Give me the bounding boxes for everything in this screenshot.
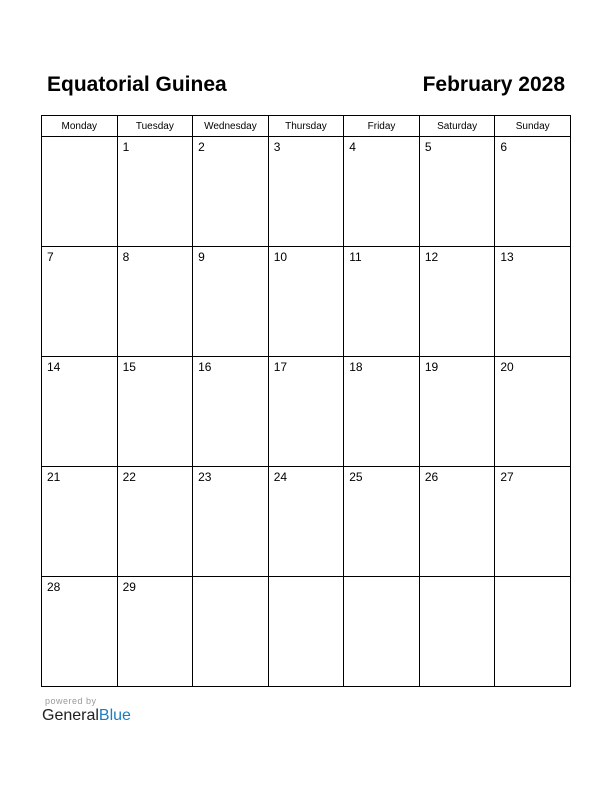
day-number: 27	[500, 470, 514, 484]
day-number: 5	[424, 140, 432, 154]
calendar-header	[47, 70, 565, 100]
day-cell	[117, 357, 193, 467]
weekday-header: Thursday	[268, 116, 344, 137]
day-cell	[117, 137, 193, 247]
day-cell	[268, 577, 344, 687]
week-row	[42, 357, 571, 467]
day-number: 14	[47, 360, 61, 374]
day-cell	[42, 137, 118, 247]
month-calendar-grid	[41, 115, 571, 687]
day-number: 11	[349, 250, 362, 264]
day-cell	[419, 577, 495, 687]
day-number: 12	[424, 250, 439, 264]
week-row	[42, 137, 571, 247]
logo-text-blue: Blue	[98, 707, 131, 724]
day-cell	[419, 467, 495, 577]
day-cell	[117, 467, 193, 577]
day-cell	[495, 577, 571, 687]
day-cell	[344, 357, 420, 467]
day-cell	[193, 467, 269, 577]
day-cell	[419, 357, 495, 467]
day-number: 8	[122, 250, 130, 264]
day-cell	[344, 467, 420, 577]
generalblue-logo	[42, 706, 131, 726]
day-number: 25	[349, 470, 363, 484]
logo-text-general: General	[42, 707, 99, 724]
day-cell	[193, 357, 269, 467]
weekday-header: Tuesday	[117, 116, 193, 137]
day-cell	[42, 357, 118, 467]
day-number: 2	[198, 140, 205, 154]
weekday-header-row	[42, 116, 571, 137]
day-cell	[42, 247, 118, 357]
day-cell	[495, 247, 571, 357]
day-number: 22	[122, 470, 136, 484]
day-cell	[268, 137, 344, 247]
day-number: 23	[198, 470, 212, 484]
month-year-title: February 2028	[422, 73, 565, 96]
day-cell	[193, 137, 269, 247]
day-cell	[419, 137, 495, 247]
day-number: 24	[273, 470, 288, 484]
day-cell	[344, 577, 420, 687]
day-number: 3	[273, 140, 281, 154]
week-row	[42, 467, 571, 577]
day-number: 4	[349, 140, 356, 154]
week-row	[42, 577, 571, 687]
day-cell	[344, 247, 420, 357]
day-number	[193, 577, 268, 580]
weekday-header: Monday	[42, 116, 118, 137]
day-cell	[268, 467, 344, 577]
day-cell	[193, 247, 269, 357]
day-number: 28	[47, 580, 61, 594]
day-number: 1	[122, 140, 130, 154]
day-cell	[193, 577, 269, 687]
day-number: 20	[500, 360, 514, 374]
day-cell	[495, 137, 571, 247]
weekday-header: Friday	[344, 116, 420, 137]
day-number	[495, 577, 570, 580]
weekday-header: Saturday	[419, 116, 495, 137]
day-number: 18	[349, 360, 363, 374]
day-cell	[117, 577, 193, 687]
day-cell	[495, 357, 571, 467]
day-number: 15	[122, 360, 136, 374]
day-number	[269, 577, 344, 580]
powered-by-label: powered by	[45, 696, 97, 706]
country-title: Equatorial Guinea	[47, 73, 227, 96]
day-number: 21	[47, 470, 61, 484]
day-cell	[344, 137, 420, 247]
day-number: 16	[198, 360, 212, 374]
day-number	[42, 137, 117, 140]
day-cell	[268, 247, 344, 357]
day-number: 17	[273, 360, 288, 374]
day-cell	[495, 467, 571, 577]
day-cell	[42, 467, 118, 577]
day-number	[420, 577, 495, 580]
day-number: 7	[47, 250, 54, 264]
day-number: 6	[500, 140, 508, 154]
day-cell	[268, 357, 344, 467]
day-number: 9	[198, 250, 205, 264]
day-cell	[42, 577, 118, 687]
day-number: 19	[424, 360, 439, 374]
generalblue-brand	[42, 696, 131, 726]
day-number: 10	[273, 250, 288, 264]
week-row	[42, 247, 571, 357]
weekday-header: Wednesday	[193, 116, 269, 137]
day-number: 13	[500, 250, 514, 264]
day-number	[344, 577, 419, 580]
weekday-header: Sunday	[495, 116, 571, 137]
day-number: 26	[424, 470, 439, 484]
day-cell	[419, 247, 495, 357]
day-number: 29	[122, 580, 136, 594]
day-cell	[117, 247, 193, 357]
